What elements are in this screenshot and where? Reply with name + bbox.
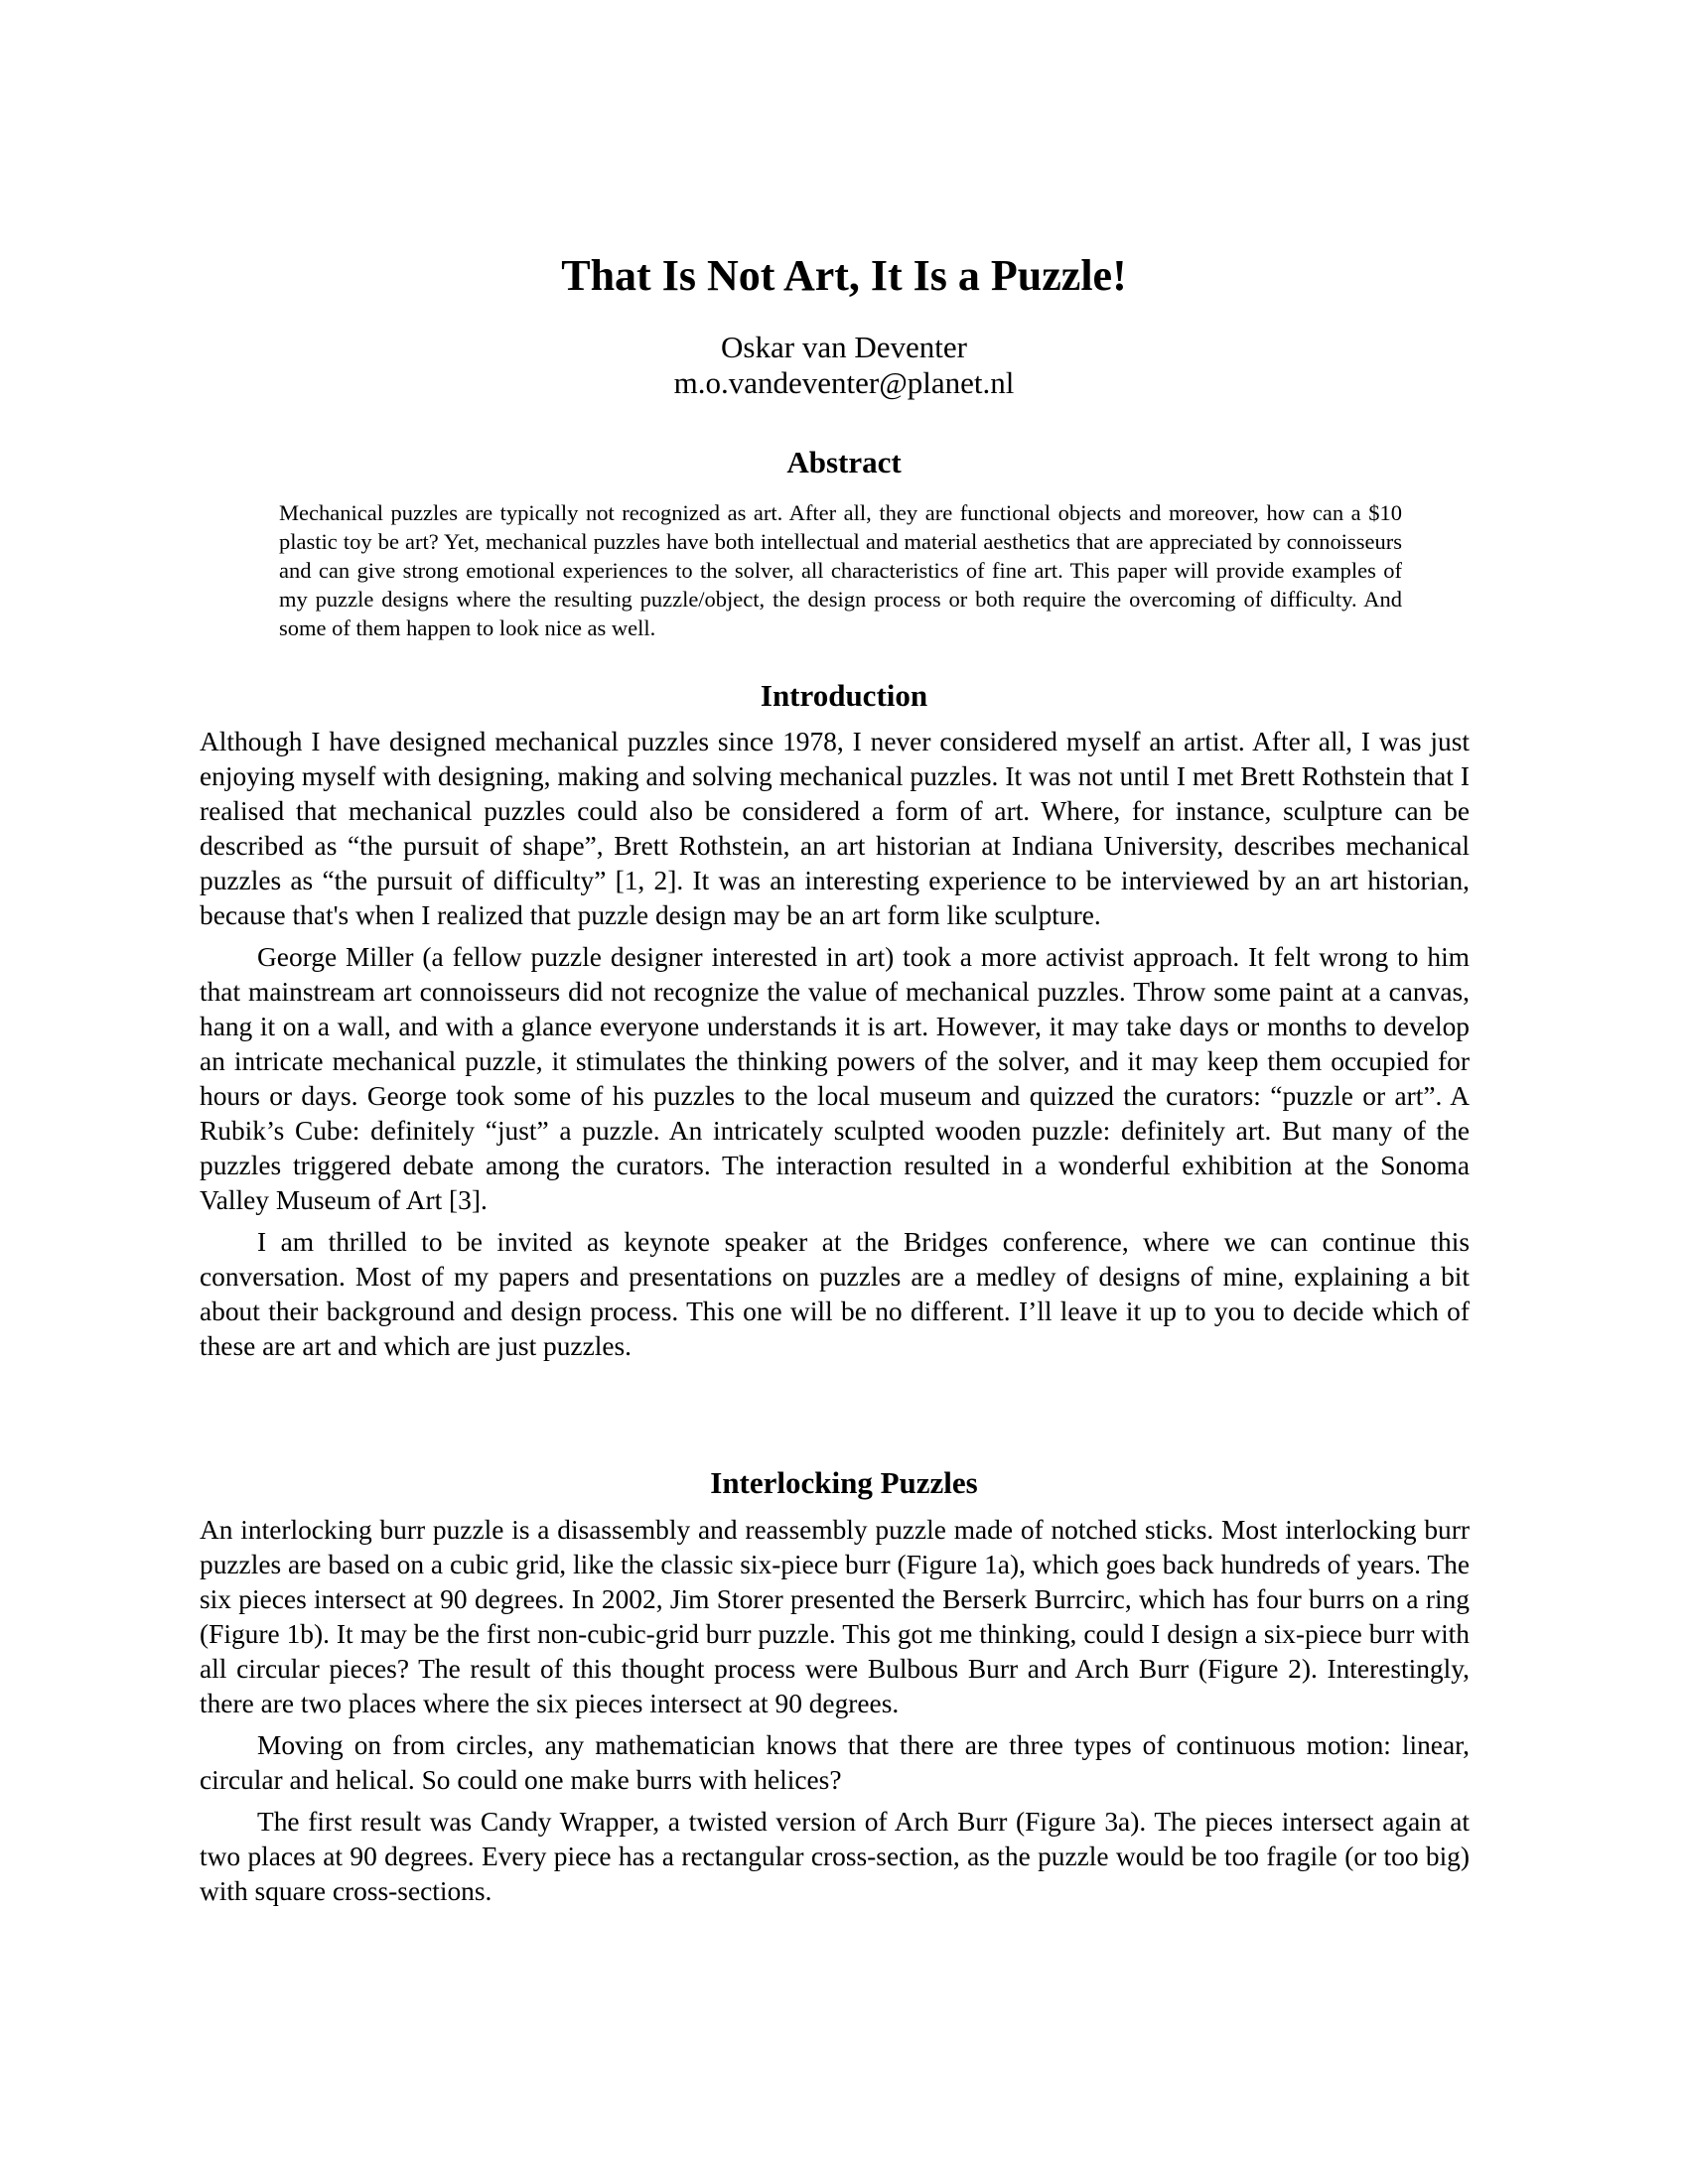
paragraph: Although I have designed mechanical puzzles since 1978, I never considered myself an artist. After all, I was just enjoying myself with designing, making and solving mechanical puzzles. It was not until I met Brett Rothstein that I realised that mechanical puzzles could also be considered a form of art. Where, for instance, sculpture can be described as “the pursuit of shape”, Brett Rothstein, an art historian at Indiana University, describes mechanical puzzles as “the pursuit of difficulty” [1, 2]. It was an interesting experience to be interviewed by an art historian, because that's when I realized that puzzle design may be an art form like sculpture. bbox=[200, 727, 1470, 930]
paper-title: That Is Not Art, It Is a Puzzle! bbox=[561, 251, 1127, 300]
author-email: m.o.vandeventer@planet.nl bbox=[673, 365, 1015, 400]
paragraph: An interlocking burr puzzle is a disassembly and reassembly puzzle made of notched sticks. Most interlocking burr puzzles are based on a cubic grid, like the classic six-piece burr (Figure 1a), which goes back hundreds of years. The six pieces intersect at 90 degrees. In 2002, Jim Storer presented the Berserk Burrcirc, which has four burrs on a ring (Figure 1b). It may be the first non-cubic-grid burr puzzle. This got me thinking, could I design a six-piece burr with all circular pieces? The result of this thought process were Bulbous Burr and Arch Burr (Figure 2). Interestingly, there are two places where the six pieces intersect at 90 degrees. bbox=[200, 1515, 1470, 1718]
paragraph: George Miller (a fellow puzzle designer interested in art) took a more activist approach. It felt wrong to him that mainstream art connoisseurs did not recognize the value of mechanical puzzles. Throw some paint at a canvas, hang it on a wall, and with a glance everyone understands it is art. However, it may take days or months to develop an intricate mechanical puzzle, it stimulates the thinking powers of the solver, and it may keep them occupied for hours or days. George took some of his puzzles to the local museum and quizzed the curators: “puzzle or art”. A Rubik’s Cube: definitely “just” a puzzle. An intricately sculpted wooden puzzle: definitely art. But many of the puzzles triggered debate among the curators. The interaction resulted in a wonderful exhibition at the Sonoma Valley Museum of Art [3]. bbox=[200, 942, 1470, 1215]
abstract-heading: Abstract bbox=[786, 445, 902, 479]
section-interlocking-puzzles-body bbox=[200, 1513, 1470, 1916]
author-block bbox=[0, 330, 1688, 401]
paragraph: The first result was Candy Wrapper, a twisted version of Arch Burr (Figure 3a). The pieces intersect again at two places at 90 degrees. Every piece has a rectangular cross-section, as the puzzle would be too fragile (or too big) with square cross-sections. bbox=[200, 1807, 1470, 1906]
author-name: Oskar van Deventer bbox=[721, 330, 967, 364]
section-heading-interlocking-puzzles: Interlocking Puzzles bbox=[710, 1465, 978, 1500]
section-heading-introduction: Introduction bbox=[760, 678, 928, 713]
paragraph: Moving on from circles, any mathematician knows that there are three types of continuous motion: linear, circular and helical. So could one make burrs with helices? bbox=[200, 1730, 1470, 1795]
section-introduction-body bbox=[200, 725, 1470, 1371]
abstract-text: Mechanical puzzles are typically not recognized as art. After all, they are functional objects and moreover, how can a $10 plastic toy be art? Yet, mechanical puzzles have both intellectual and material aesthetics that are appreciated by connoisseurs and can give strong emotional experiences to the solver, all characteristics of fine art. This paper will provide examples of my puzzle designs where the resulting puzzle/object, the design process or both require the overcoming of difficulty. And some of them happen to look nice as well. bbox=[279, 500, 1402, 640]
paragraph: I am thrilled to be invited as keynote speaker at the Bridges conference, where we can continue this conversation. Most of my papers and presentations on puzzles are a medley of designs of mine, explaining a bit about their background and design process. This one will be no different. I’ll leave it up to you to decide which of these are art and which are just puzzles. bbox=[200, 1227, 1470, 1361]
